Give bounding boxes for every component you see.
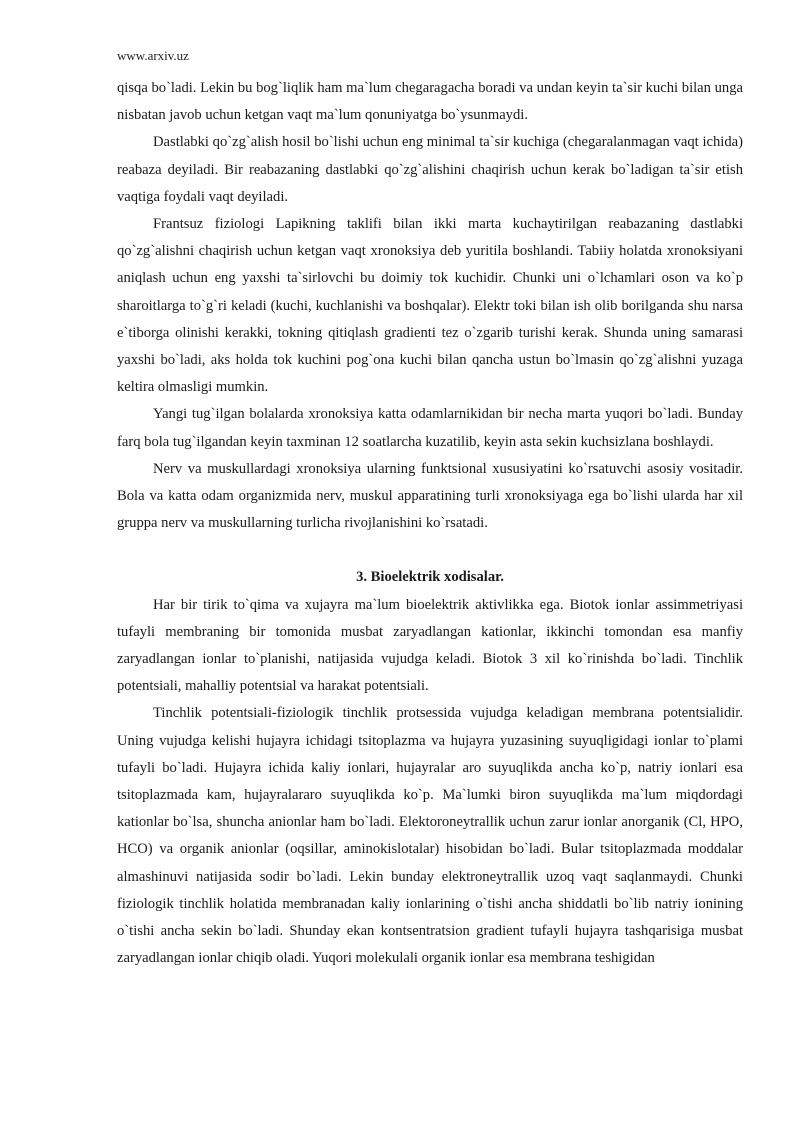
site-header-url: www.arxiv.uz bbox=[117, 48, 189, 63]
document-body bbox=[117, 75, 743, 973]
paragraph-reabaza: Dastlabki qo`zg`alish hosil bo`lishi uchun eng minimal ta`sir kuchiga (chegaralanmagan vaqt ichida) reabaza deyiladi. Bir reabazaning dastlabki qo`zg`alishini chaqirish uchun kerak bo`ladigan ta`sir etish vaqtiga foydali vaqt deyiladi. bbox=[117, 134, 743, 205]
section-heading: 3. Bioelektrik xodisalar. bbox=[356, 569, 504, 586]
paragraph-continuation: qisqa bo`ladi. Lekin bu bog`liqlik ham ma`lum chegaragacha boradi va undan keyin ta`sir kuchi bilan unga nisbatan javob uchun ketgan vaqt ma`lum qonuniyatga bo`ysunmaydi. bbox=[117, 80, 743, 124]
paragraph-newborn: Yangi tug`ilgan bolalarda xronoksiya katta odamlarnikidan bir necha marta yuqori bo`ladi. Bunday farq bola tug`ilgandan keyin taxminan 12 soatlarcha kuzatilib, keyin asta sekin kuchsizlana boshlaydi. bbox=[117, 406, 743, 450]
paragraph-biotok: Har bir tirik to`qima va xujayra ma`lum bioelektrik aktivlikka ega. Biotok ionlar assimmetriyasi tufayli membraning bir tomonida musbat zaryadlangan kationlar, ikkinchi tomondan esa manfiy zaryadlangan ionlar to`planishi, natijasida vujudga keladi. Biotok 3 xil ko`rinishda bo`ladi. Tinchlik potentsiali, mahalliy potentsial va harakat potentsiali. bbox=[117, 596, 743, 695]
paragraph-rest-potential: Tinchlik potentsiali-fiziologik tinchlik protsessida vujudga keladigan membrana potentsialidir. Uning vujudga kelishi hujayra ichidagi tsitoplazma va hujayra yuzasining suyuqligidagi ionlar to`plami tufayli bo`ladi. Hujayra ichida kaliy ionlari, hujayralar aro suyuqlikda ancha ko`p, natriy ionlari esa tsitoplazmada kam, hujayralararo suyuqlikda ko`p. Ma`lumki biron suyuqlikda ma`lum miqdordagi kationlar bo`lsa, shuncha anionlar ham bo`ladi. Elektoroneytrallik uchun zarur ionlar anorganik (Cl, HPO, HCO) va organik anionlar (oqsillar, aminokislotalar) hisobidan bo`ladi. Bular tsitoplazmada moddalar almashinuvi natijasida sodir bo`ladi. Lekin bunday elektroneytrallik uzoq vaqt saqlanmaydi. Chunki fiziologik tinchlik holatida membranadan kaliy ionlarining o`tishi ancha shiddatli bo`lib natriy ionining o`tishi ancha sekin bo`ladi. Shunday ekan kontsentratsion gradient tufayli hujayra tashqarisiga musbat zaryadlangan ionlar chiqib oladi. Yuqori molekulali organik ionlar esa membrana teshigidan bbox=[117, 705, 743, 967]
paragraph-nerve-muscle: Nerv va muskullardagi xronoksiya ularning funktsional xususiyatini ko`rsatuvchi asosiy vositadir. Bola va katta odam organizmida nerv, muskul apparatining turli xronoksiyaga ega bo`lishi ularda har xil gruppa nerv va muskullarning turlicha rivojlanishini ko`rsatadi. bbox=[117, 460, 743, 532]
paragraph-xronoksiya: Frantsuz fiziologi Lapikning taklifi bilan ikki marta kuchaytirilgan reabazaning dastlabki qo`zg`alishni chaqirish uchun ketgan vaqt xronoksiya deb yuritila boshlandi. Tabiiy holatda xronoksiyani aniqlash uchun eng yaxshi ta`sirlovchi bu doimiy tok kuchidir. Chunki uni o`lchamlari oson va ko`p sharoitlarga to`g`ri keladi (kuchi, kuchlanishi va boshqalar). Elektr toki bilan ish olib borilganda shu narsa e`tiborga olinishi kerakki, tokning qitiqlash gradienti tez o`zgarib turishi kerak. Shunda uning samarasi yaxshi bo`ladi, aks holda tok kuchini pog`ona kuchi bilan qancha ustun bo`lmasin qo`zg`alishni yuzaga keltira olmasligi mumkin. bbox=[117, 216, 743, 396]
